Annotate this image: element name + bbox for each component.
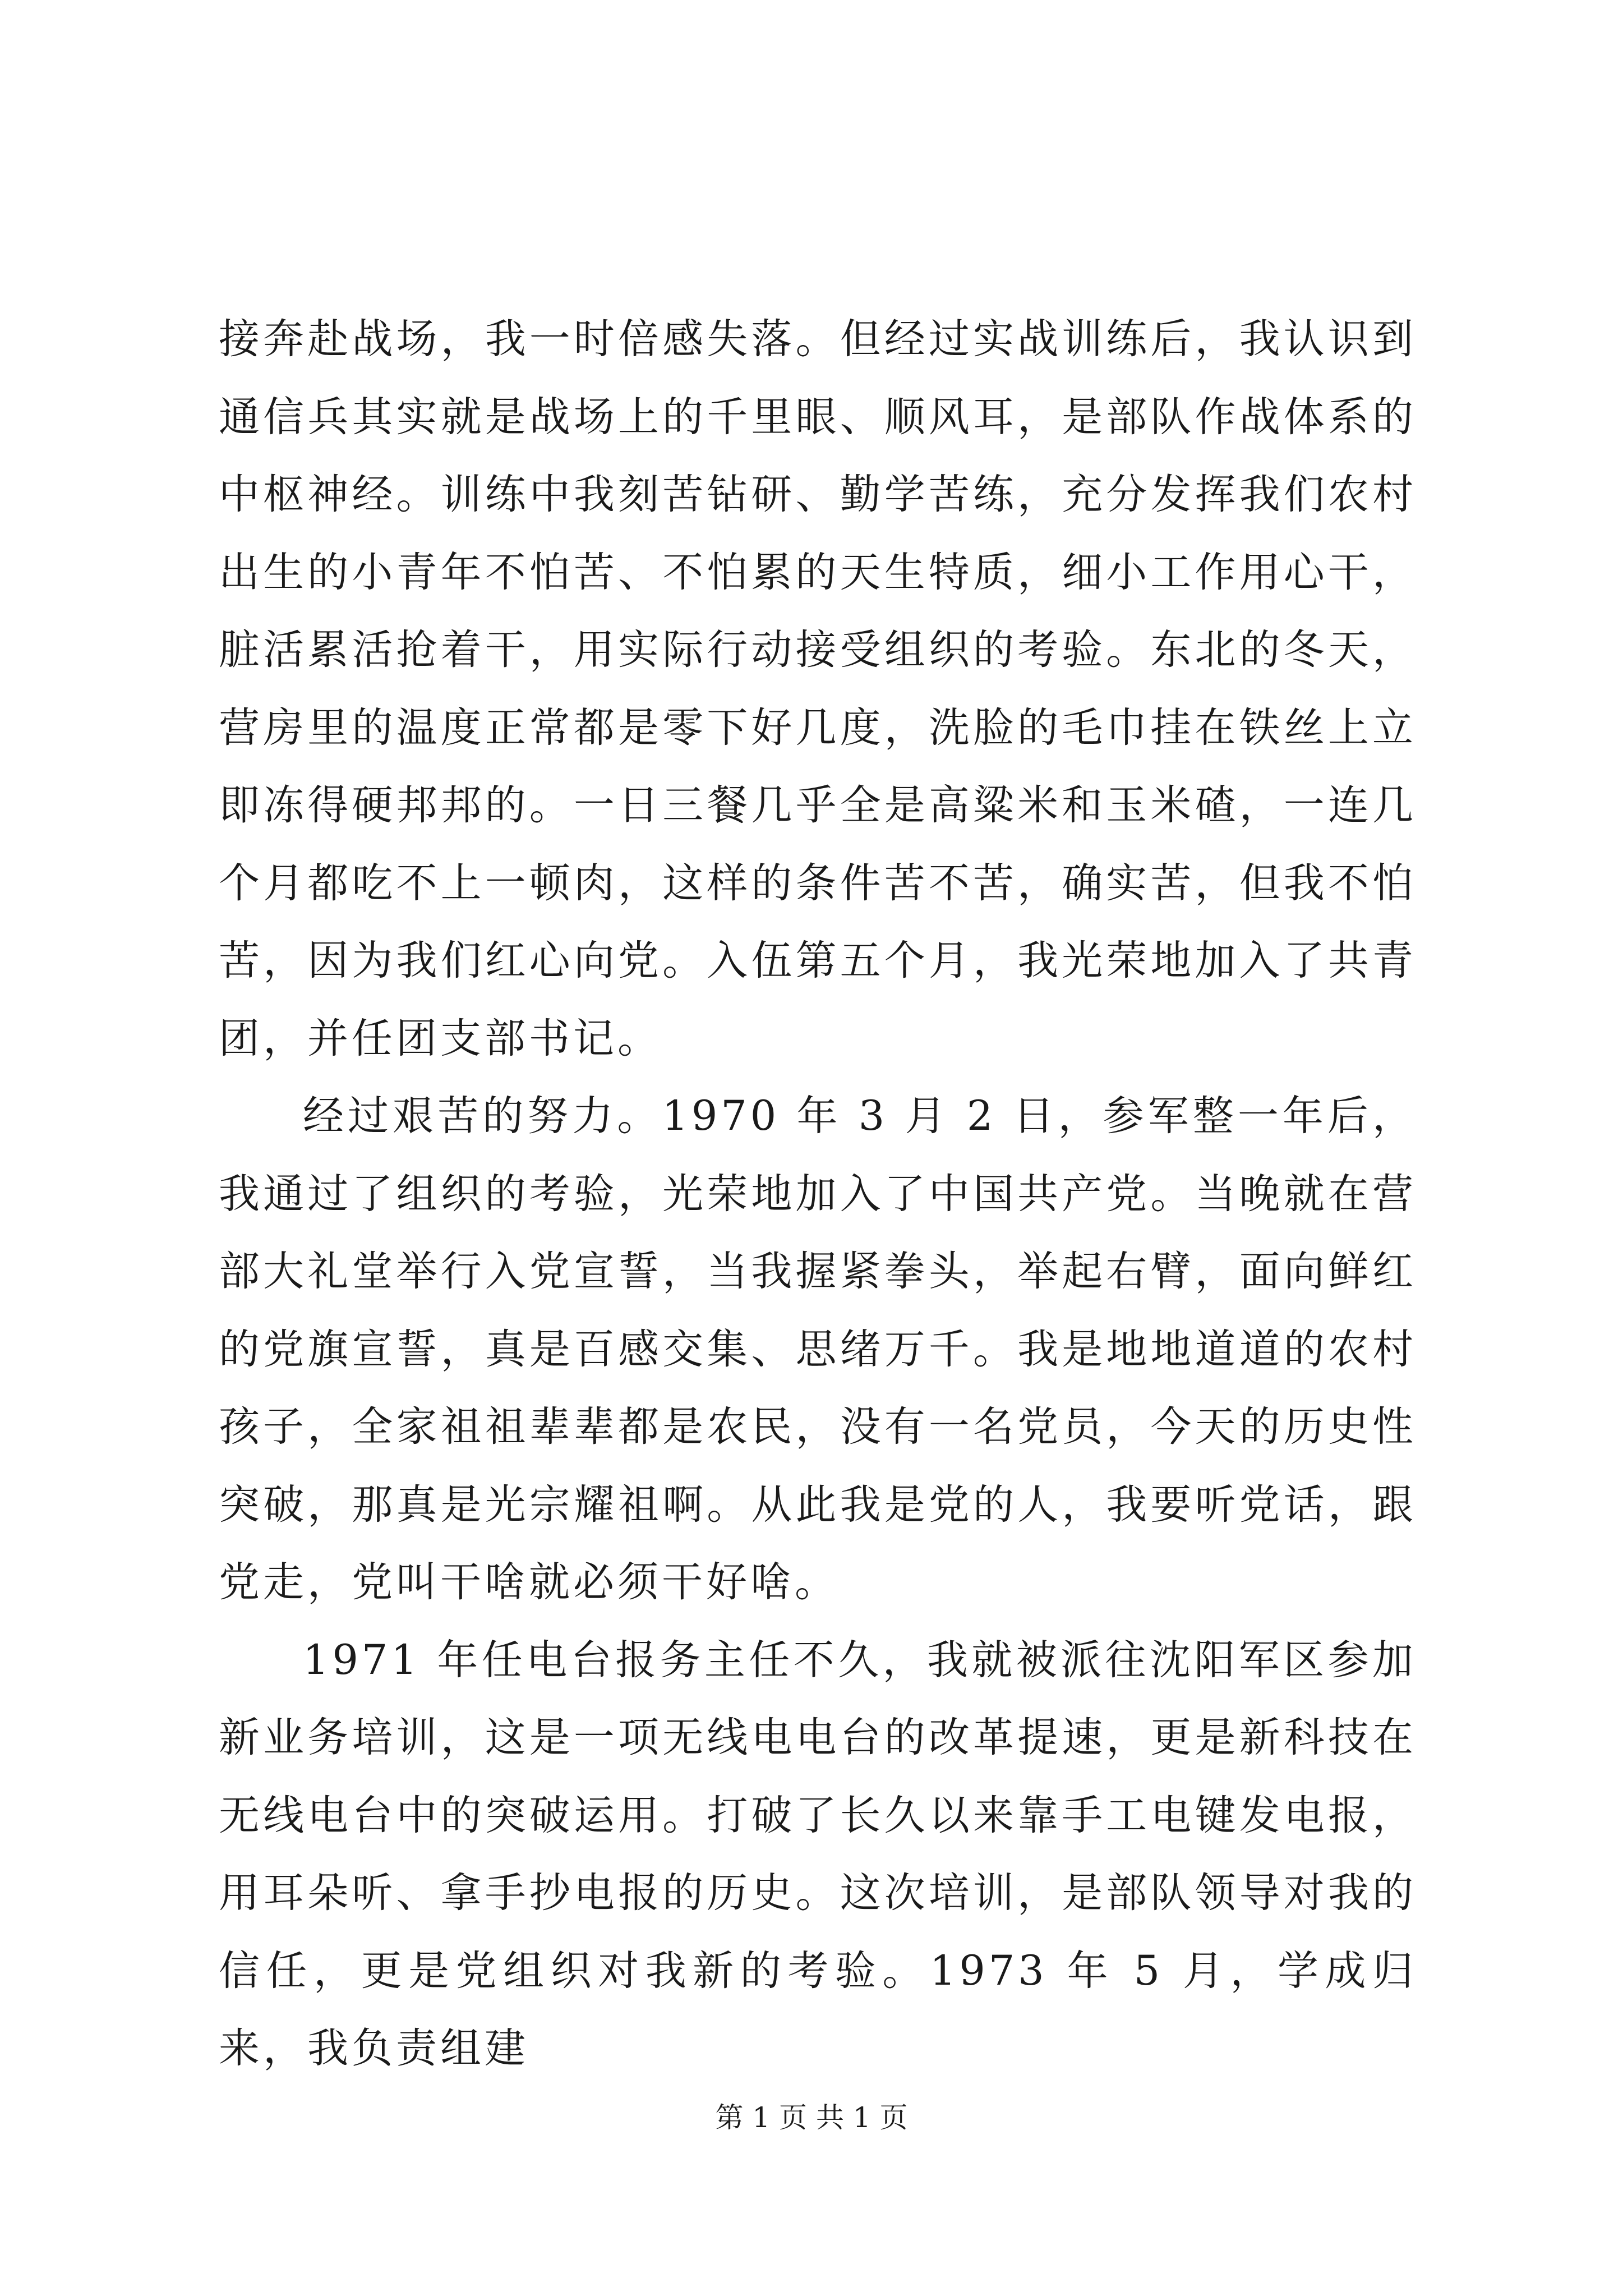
paragraph-3: 1971 年任电台报务主任不久，我就被派往沈阳军区参加新业务培训，这是一项无线电电台的改革提速，更是新科技在无线电台中的突破运用。打破了长久以来靠手工电键发电报，用耳朵听、拿手抄电报的历史。这次培训，是部队领导对我的信任，更是党组织对我新的考验。1973 年 5 月，学成归来，我负责组建 xyxy=(219,1636,1417,2072)
document-body xyxy=(219,301,1417,2088)
page-footer: 第 1 页 共 1 页 xyxy=(715,2101,908,2134)
paragraph-1: 接奔赴战场，我一时倍感失落。但经过实战训练后，我认识到通信兵其实就是战场上的千里眼、顺风耳，是部队作战体系的中枢神经。训练中我刻苦钻研、勤学苦练，充分发挥我们农村出生的小青年不怕苦、不怕累的天生特质，细小工作用心干，脏活累活抢着干，用实际行动接受组织的考验。东北的冬天，营房里的温度正常都是零下好几度，洗脸的毛巾挂在铁丝上立即冻得硬邦邦的。一日三餐几乎全是高粱米和玉米碴，一连几个月都吃不上一顿肉，这样的条件苦不苦，确实苦，但我不怕苦，因为我们红心向党。入伍第五个月，我光荣地加入了共青团，并任团支部书记。 xyxy=(219,315,1417,1062)
paragraph-2: 经过艰苦的努力。1970 年 3 月 2 日，参军整一年后，我通过了组织的考验，光荣地加入了中国共产党。当晚就在营部大礼堂举行入党宣誓，当我握紧拳头，举起右臂，面向鲜红的党旗宣誓，真是百感交集、思绪万千。我是地地道道的农村孩子，全家祖祖辈辈都是农民，没有一名党员，今天的历史性突破，那真是光宗耀祖啊。从此我是党的人，我要听党话，跟党走，党叫干啥就必须干好啥。 xyxy=(219,1092,1417,1606)
